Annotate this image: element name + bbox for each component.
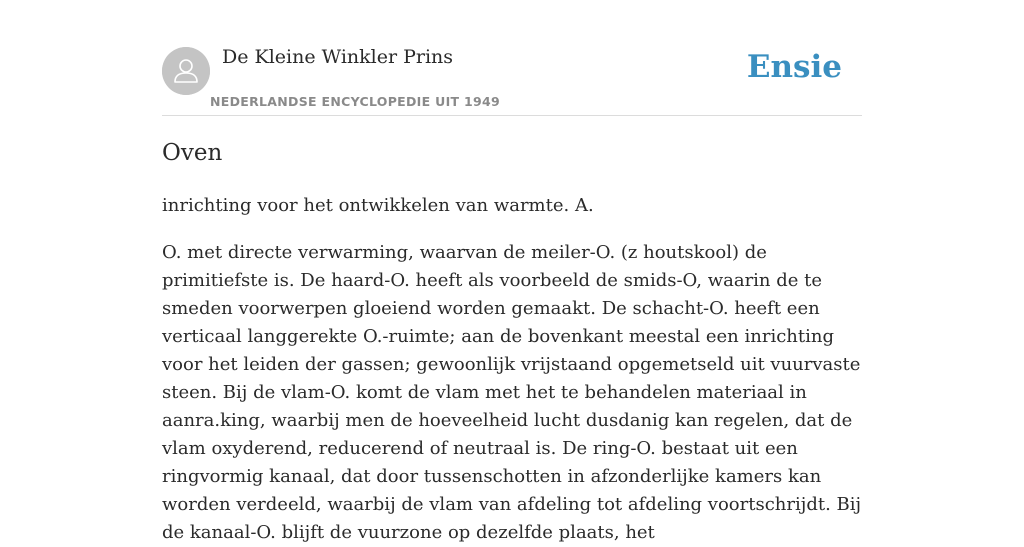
avatar[interactable] [162,47,210,95]
article-title: Oven [162,140,223,166]
source-header [162,0,862,116]
article-paragraph: inrichting voor het ontwikkelen van warmte. A. [162,195,594,216]
ensie-logo-link[interactable]: Ensie [746,49,842,85]
page-container [162,0,862,543]
source-subtitle: NEDERLANDSE ENCYCLOPEDIE UIT 1949 [210,94,500,109]
source-title[interactable]: De Kleine Winkler Prins [222,46,454,68]
article-paragraph: O. met directe verwarming, waarvan de meiler-O. (z houtskool) de primitiefste is. De haard-O. heeft als voorbeeld de smids-O, waarin de te smeden voorwerpen gloeiend worden gemaakt. De schacht-O. heeft een verticaal langgerekte O.-ruimte; aan de bovenkant meestal een inrichting voor het leiden der gassen; gewoonlijk vrijstaand opgemetseld uit vuurvaste steen. Bij de vlam-O. komt de vlam met het te behandelen materiaal in aanra.king, waarbij men de hoeveelheid lucht dusdanig kan regelen, dat de vlam oxyderend, reducerend of neutraal is. De ring-O. bestaat uit een ringvormig kanaal, dat door tussenschotten in afzonderlijke kamers kan worden verdeeld, waarbij de vlam van afdeling tot afdeling voortschrijdt. Bij de kanaal-O. blijft de vuurzone op dezelfde plaats, het [162,242,862,543]
user-silhouette-icon [162,47,210,95]
